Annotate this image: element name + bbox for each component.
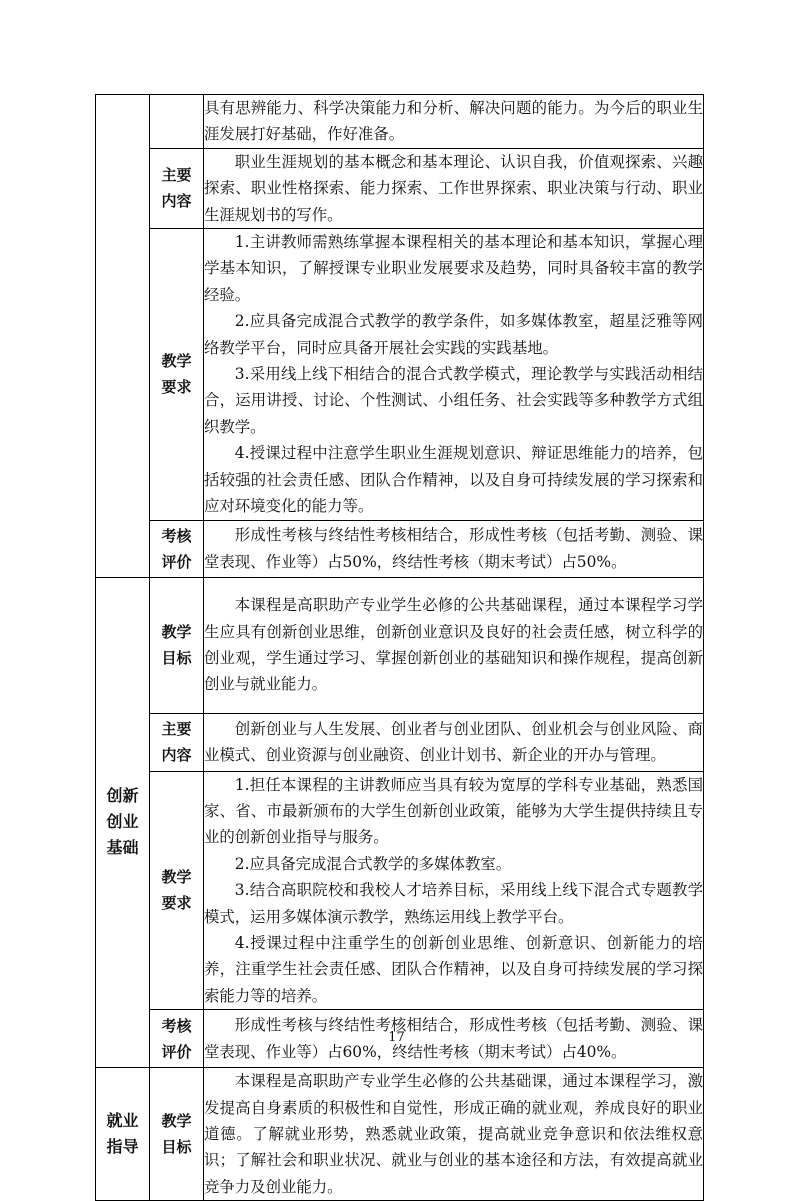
label-line: 目标 [161,649,192,667]
label-line: 教学 [161,352,192,371]
teaching-requirements-text [204,229,704,520]
teaching-requirements-text [204,771,704,1010]
page-number: 17 [388,1030,405,1045]
table-row [96,95,704,149]
paragraph: 创新创业与人生发展、创业者与创业团队、创业机会与创业风险、商业模式、创业资源与创业融资、创业计划书、新企业的开办与管理。 [204,719,703,764]
course-name-line: 就业 [106,1111,139,1131]
label-line: 主要 [161,720,192,738]
label-line: 目标 [161,1138,192,1157]
requirement-item: 4.授课过程中注重学生的创新创业思维、创新意识、创新能力的培养，注重学生社会责任感、团队合作精神，以及自身可持续发展的学习探索能力等的培养。 [204,933,703,1005]
table-row [96,520,704,577]
paragraph: 本课程是高职助产专业学生必修的公共基础课程，通过本课程学习学生应具有创新创业思维，创新创业意识及良好的社会责任感，树立科学的创业观，学生通过学习、掌握创新创业的基础知识和操作规程，提高创新创业与就业能力。 [204,596,703,694]
table-row [96,713,704,771]
teaching-goal-label [150,1068,204,1201]
label-line: 评价 [161,1042,192,1061]
assessment-text [204,520,704,577]
paragraph: 职业生涯规划的基本概念和基本理论、认识自我，价值观探索、兴趣探索、职业性格探索、能力探索、工作世界探索、职业决策与行动、职业生涯规划书的写作。 [204,152,703,224]
course-name-line: 创业 [106,812,139,832]
requirement-item: 2.应具备完成混合式教学的教学条件，如多媒体教室，超星泛雅等网络教学平台，同时应具备开展社会实践的实践基地。 [204,312,703,357]
label-line: 主要 [161,166,192,185]
course-name-cell [96,95,150,578]
course-name-line: 基础 [106,838,139,858]
teaching-goal-text [204,1068,704,1201]
table-row [96,148,704,228]
table-row [96,771,704,1010]
label-line: 要求 [161,378,192,397]
course-name-line: 指导 [106,1137,139,1157]
table-row [96,1068,704,1201]
requirement-item: 2.应具备完成混合式教学的多媒体教室。 [234,854,512,873]
course-name-line: 创新 [106,786,139,806]
course-name-cell [96,577,150,1068]
requirement-item: 1.主讲教师需熟练掌握本课程相关的基本理论和基本知识，掌握心理学基本知识，了解授课专业职业发展要求及趋势，同时具备较丰富的教学经验。 [204,233,703,304]
requirement-item: 3.采用线上线下相结合的混合式教学模式，理论教学与实践活动相结合，运用讲授、讨论、个性测试、小组任务、社会实践等多种教学方式组织教学。 [204,365,703,436]
assessment-label [150,520,204,577]
course-name-cell [96,1068,150,1201]
label-line: 内容 [161,746,192,764]
teaching-requirements-label [150,229,204,520]
teaching-requirements-label [150,771,204,1010]
teaching-goal-continued [204,95,704,149]
main-content-label [150,148,204,228]
requirement-item: 3.结合高职院校和我校人才培养目标，采用线上线下混合式专题教学模式，运用多媒体演示教学，熟练运用线上教学平台。 [204,881,703,926]
paragraph: 具有思辨能力、科学决策能力和分析、解决问题的能力。为今后的职业生涯发展打好基础，作好准备。 [204,99,703,144]
requirement-item: 1.担任本课程的主讲教师应当具有较为宽厚的学科专业基础，熟悉国家、省、市最新颁布的大学生创新创业政策，能够为大学生提供持续且专业的创新创业指导与服务。 [204,775,703,847]
label-line: 要求 [161,894,192,913]
label-line: 评价 [161,552,192,571]
paragraph: 形成性考核与终结性考核相结合，形成性考核（包括考勤、测验、课堂表现、作业等）占50%，终结性考核（期末考试）占50%。 [204,526,703,571]
paragraph: 本课程是高职助产专业学生必修的公共基础课，通过本课程学习，激发提高自身素质的积极性和自觉性，形成正确的就业观，养成良好的职业道德。了解就业形势，熟悉就业政策，提高就业竞争意识和依法维权意识；了解社会和职业状况、就业与创业的基本途径和方法，有效提高就业竞争力及创业能力。 [204,1072,703,1196]
label-line: 教学 [161,868,192,887]
label-line: 内容 [161,192,192,211]
teaching-goal-label [150,577,204,713]
label-line: 教学 [161,623,192,641]
teaching-goal-text [204,577,704,713]
table-row [96,577,704,713]
row-label-cell [150,95,204,149]
label-line: 考核 [161,526,192,545]
paragraph: 形成性考核与终结性考核相结合，形成性考核（包括考勤、测验、课堂表现、作业等）占60%，终结性考核（期末考试）占40%。 [204,1016,703,1061]
label-line: 考核 [161,1016,192,1035]
main-content-label [150,713,204,771]
label-line: 教学 [161,1112,192,1131]
table-row [96,229,704,520]
requirement-item: 4.授课过程中注意学生职业生涯规划意识、辩证思维能力的培养，包括较强的社会责任感、团队合作精神，以及自身可持续发展的学习探索和应对环境变化的能力等。 [204,444,703,516]
main-content-text [204,148,704,228]
main-content-text [204,713,704,771]
